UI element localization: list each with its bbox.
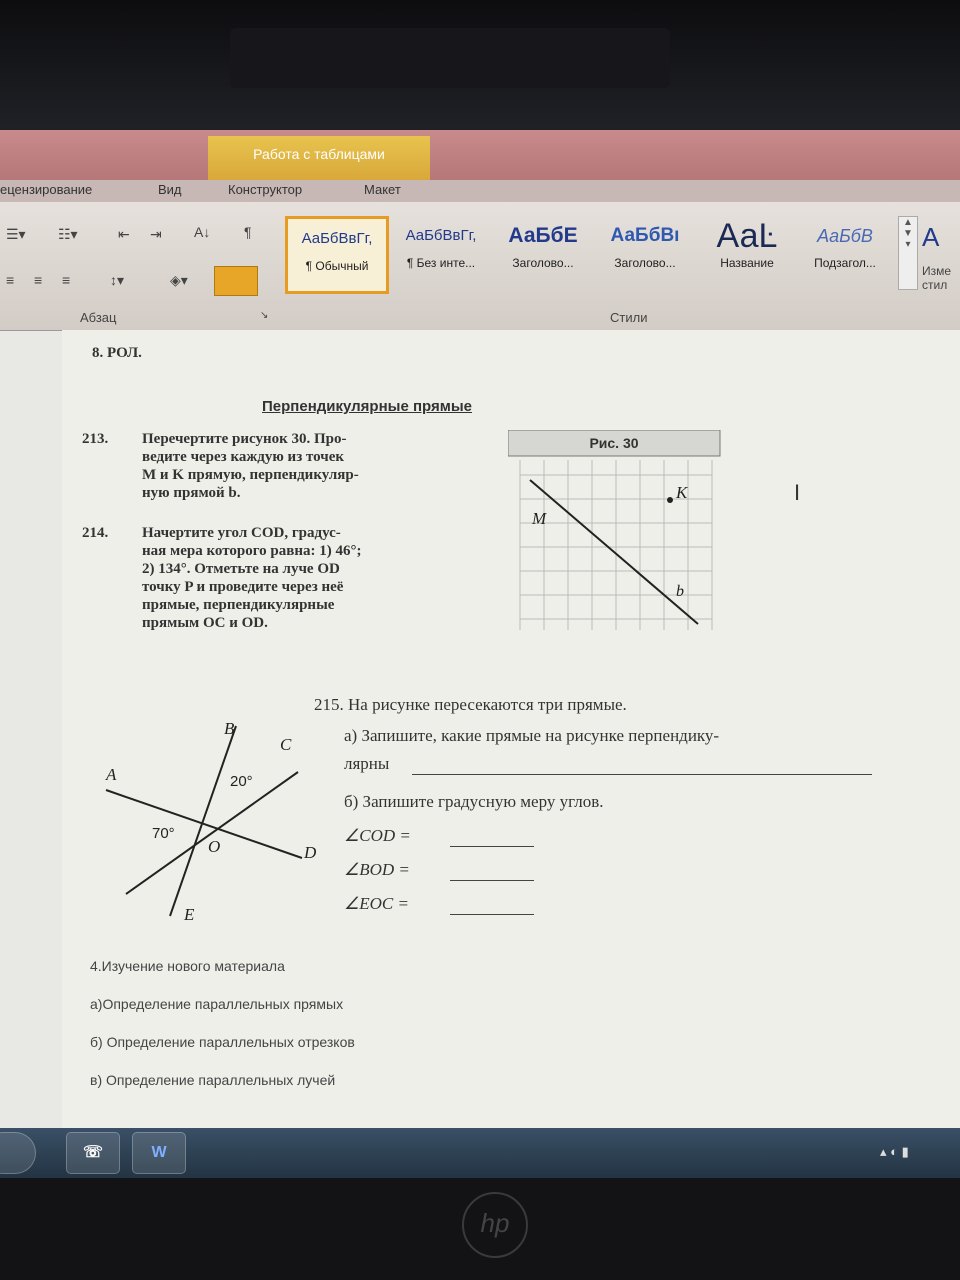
document-page[interactable] — [62, 330, 960, 1130]
label-b: b — [676, 583, 684, 600]
task214-number: 214. — [82, 525, 109, 541]
multilevel-list-icon[interactable]: ☷▾ — [58, 226, 78, 242]
webcam-area — [230, 28, 670, 88]
align-center-icon[interactable]: ≡ — [6, 272, 15, 288]
hp-logo: hp — [462, 1192, 528, 1258]
word-taskbar-button[interactable]: W — [132, 1132, 186, 1174]
task213-text: Перечертите рисунок 30. Про- ведите через каждую из точек M и K прямую, перпендикуляр- ную прямой b. — [142, 431, 359, 501]
task215-a: а) Запишите, какие прямые на рисунке перпендику- — [344, 726, 720, 745]
tab-view[interactable]: Вид — [158, 182, 182, 197]
tab-design[interactable]: Конструктор — [228, 182, 303, 197]
line-b — [530, 480, 698, 624]
title-bar — [0, 130, 960, 180]
section-heading: Перпендикулярные прямые — [262, 398, 472, 415]
laptop-bezel-top — [0, 0, 960, 130]
screen — [0, 130, 960, 1130]
styles-gallery-scroll[interactable]: ▲ ▼ ▾ — [898, 216, 918, 290]
decrease-indent-icon[interactable]: ⇤ — [118, 226, 130, 242]
bullets-icon[interactable]: ☰▾ — [6, 226, 26, 242]
task215-a2: лярны — [344, 754, 390, 773]
tab-layout[interactable]: Макет — [364, 182, 401, 197]
viber-icon[interactable]: ☏ — [66, 1132, 120, 1174]
task213-number: 213. — [82, 431, 109, 447]
section-4: 4.Изучение нового материала — [90, 958, 285, 974]
sort-icon[interactable]: A↓ — [194, 224, 211, 240]
figure-title: Рис. 30 — [589, 435, 639, 451]
label-d: D — [304, 843, 317, 862]
task215-b: б) Запишите градусную меру углов. — [344, 792, 604, 811]
tray-icons[interactable]: ▴ ◐ ▮ — [880, 1144, 909, 1159]
start-button[interactable] — [0, 1132, 36, 1174]
shading-icon[interactable]: ◈▾ — [170, 272, 188, 288]
point-k — [667, 497, 673, 503]
answer-line-bod[interactable] — [450, 880, 534, 881]
style-normal[interactable]: АаБбВвГг, ¶ Обычный — [285, 216, 389, 294]
group-label-styles: Стили — [610, 310, 648, 325]
context-tab-table-tools[interactable]: Работа с таблицами — [208, 136, 430, 180]
angle-eoc: ∠EOC = — [344, 894, 409, 913]
label-c: C — [280, 735, 292, 754]
change-styles-label[interactable]: Изме стил — [922, 264, 952, 292]
style-no-spacing[interactable]: АаБбВвГг, ¶ Без инте... — [405, 227, 477, 270]
item-b: б) Определение параллельных отрезков — [90, 1034, 355, 1050]
three-lines-diagram — [92, 706, 332, 926]
label-m: M — [532, 509, 547, 528]
label-e: E — [184, 905, 195, 924]
change-styles-icon[interactable]: A — [922, 222, 940, 252]
ribbon-tabs — [0, 180, 960, 202]
label-a: A — [106, 765, 117, 784]
style-heading-1[interactable]: АаБбЕ Заголово... — [508, 224, 578, 270]
line-spacing-icon[interactable]: ↕▾ — [110, 272, 125, 288]
borders-button[interactable] — [214, 266, 258, 296]
style-title[interactable]: АаĿ Название — [716, 217, 778, 270]
pilcrow-icon[interactable]: ¶ — [244, 224, 252, 240]
angle-cod: ∠COD = — [344, 826, 411, 845]
label-o: O — [208, 837, 221, 856]
tab-review[interactable]: ецензирование — [0, 182, 93, 197]
task215-title: 215. На рисунке пересекаются три прямые. — [314, 695, 627, 714]
increase-indent-icon[interactable]: ⇥ — [150, 226, 162, 242]
align-right-icon[interactable]: ≡ — [34, 272, 43, 288]
item-c: в) Определение параллельных лучей — [90, 1072, 336, 1088]
label-k: K — [676, 483, 688, 502]
angle-20-label: 20° — [230, 773, 253, 790]
text-cursor-icon: I — [794, 480, 801, 505]
angle-bod: ∠BOD = — [344, 860, 410, 879]
answer-line-cod[interactable] — [450, 846, 534, 847]
task214-text: Начертите угол COD, градус- ная мера которого равна: 1) 46°; 2) 134°. Отметьте на луче OD точку P и проведите через неё прямые, перпендикулярные прямым OC и OD. — [142, 525, 362, 631]
laptop-bezel-bottom — [0, 1178, 960, 1280]
dialog-launcher-icon[interactable]: ↘ — [260, 310, 269, 321]
line-be — [170, 726, 236, 916]
group-label-paragraph: Абзац — [80, 310, 117, 325]
item-a: а)Определение параллельных прямых — [90, 996, 344, 1012]
answer-line-a[interactable] — [412, 774, 872, 775]
label-b-vertex: B — [224, 719, 235, 738]
doc-line-8: 8. РОЛ. — [92, 345, 142, 361]
taskbar — [0, 1128, 960, 1178]
ribbon — [0, 202, 960, 331]
line-ad — [106, 790, 302, 858]
angle-70-label: 70° — [152, 825, 175, 842]
style-subtitle[interactable]: АаБбВ Подзагол... — [814, 226, 876, 270]
justify-icon[interactable]: ≡ — [62, 272, 71, 288]
style-heading-2[interactable]: АаБбВı Заголово... — [610, 225, 680, 270]
figure-30 — [508, 430, 722, 640]
answer-line-eoc[interactable] — [450, 914, 534, 915]
